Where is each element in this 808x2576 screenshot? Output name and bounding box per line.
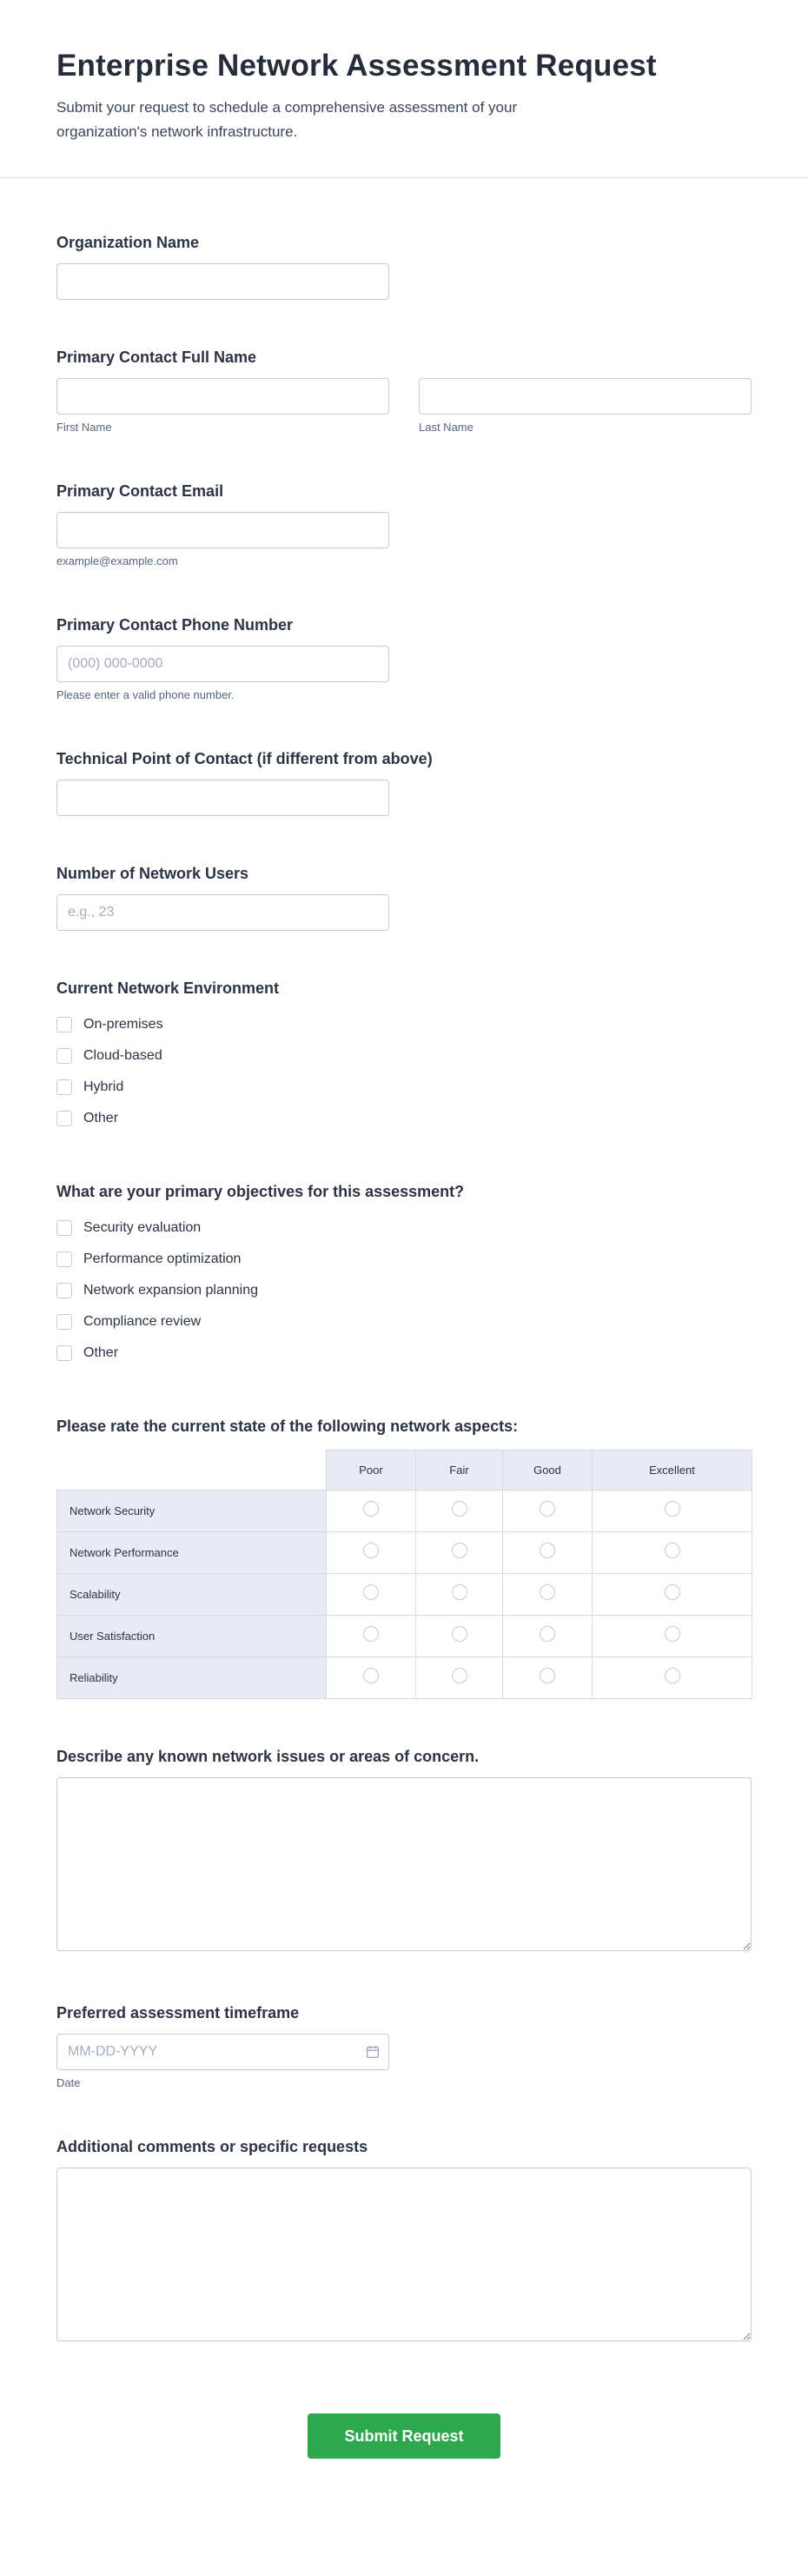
checkbox-option-cloud-based[interactable] [56, 1040, 752, 1072]
radio-button[interactable] [540, 1626, 555, 1642]
date-input-wrap [56, 2034, 389, 2070]
radio-button[interactable] [452, 1626, 467, 1642]
matrix-row-label: Reliability [57, 1657, 327, 1699]
calendar-icon[interactable] [366, 2045, 380, 2059]
radio-button[interactable] [452, 1501, 467, 1517]
organization-name-label: Organization Name [56, 234, 200, 252]
network-users-label: Number of Network Users [56, 865, 249, 883]
network-users-input[interactable] [56, 894, 389, 931]
checkbox-option-on-premises[interactable] [56, 1009, 752, 1040]
checkbox[interactable] [56, 1111, 72, 1126]
contact-phone-sublabel: Please enter a valid phone number. [56, 688, 235, 702]
field-contact-full-name [56, 349, 752, 434]
submit-button[interactable]: Submit Request [308, 2413, 500, 2459]
checkbox[interactable] [56, 1345, 72, 1361]
matrix-row-user-satisfaction [57, 1616, 752, 1657]
checkbox-label: Other [83, 1111, 119, 1126]
contact-email-input[interactable] [56, 512, 389, 548]
technical-contact-input[interactable] [56, 780, 389, 816]
checkbox-label: Network expansion planning [83, 1283, 259, 1298]
checkbox-option-hybrid[interactable] [56, 1072, 752, 1103]
checkbox-option-performance-optimization[interactable] [56, 1244, 752, 1275]
radio-button[interactable] [665, 1543, 680, 1558]
first-name-input[interactable] [56, 378, 389, 415]
matrix-row-label: Network Security [57, 1490, 327, 1532]
matrix-corner-cell [57, 1451, 327, 1490]
checkbox[interactable] [56, 1048, 72, 1064]
organization-name-input[interactable] [56, 263, 389, 300]
objectives-label: What are your primary objectives for this assessment? [56, 1183, 465, 1201]
form-header [0, 0, 808, 178]
contact-phone-label: Primary Contact Phone Number [56, 616, 294, 634]
last-name-col [419, 378, 752, 434]
matrix-label: Please rate the current state of the following network aspects: [56, 1417, 519, 1436]
additional-comments-textarea[interactable] [56, 2168, 752, 2341]
matrix-row-label: Scalability [57, 1574, 327, 1616]
checkbox-option-other[interactable] [56, 1338, 752, 1369]
checkbox[interactable] [56, 1251, 72, 1267]
field-network-users [56, 865, 752, 931]
matrix-row-network-security [57, 1490, 752, 1532]
field-technical-contact [56, 750, 752, 816]
checkbox-label: Performance optimization [83, 1251, 242, 1267]
matrix-row-label: User Satisfaction [57, 1616, 327, 1657]
rating-matrix-table [56, 1450, 752, 1699]
contact-phone-input[interactable] [56, 646, 389, 682]
form-body [0, 178, 808, 2576]
field-contact-phone [56, 616, 752, 701]
radio-button[interactable] [665, 1668, 680, 1683]
radio-button[interactable] [665, 1584, 680, 1600]
page-title: Enterprise Network Assessment Request [56, 49, 657, 83]
radio-button[interactable] [452, 1543, 467, 1558]
network-environment-label: Current Network Environment [56, 979, 280, 998]
timeframe-sublabel: Date [56, 2076, 81, 2090]
matrix-row-label: Network Performance [57, 1532, 327, 1574]
radio-button[interactable] [363, 1626, 379, 1642]
last-name-input[interactable] [419, 378, 752, 415]
timeframe-label: Preferred assessment timeframe [56, 2004, 300, 2022]
field-organization-name [56, 234, 752, 300]
radio-button[interactable] [363, 1501, 379, 1517]
checkbox[interactable] [56, 1079, 72, 1095]
field-timeframe [56, 2004, 752, 2089]
checkbox[interactable] [56, 1017, 72, 1032]
matrix-header-row [57, 1451, 752, 1490]
radio-button[interactable] [540, 1668, 555, 1683]
matrix-col-header: Good [503, 1451, 593, 1490]
checkbox[interactable] [56, 1220, 72, 1236]
checkbox-label: Hybrid [83, 1079, 124, 1095]
matrix-col-header: Poor [327, 1451, 416, 1490]
checkbox[interactable] [56, 1314, 72, 1330]
checkbox-label: Security evaluation [83, 1220, 202, 1236]
field-contact-email [56, 482, 752, 568]
matrix-row-reliability [57, 1657, 752, 1699]
date-input[interactable] [56, 2034, 389, 2070]
radio-button[interactable] [540, 1584, 555, 1600]
checkbox-option-network-expansion-planning[interactable] [56, 1275, 752, 1306]
additional-comments-label: Additional comments or specific requests [56, 2138, 368, 2156]
known-issues-textarea[interactable] [56, 1777, 752, 1951]
checkbox-option-security-evaluation[interactable] [56, 1212, 752, 1244]
matrix-row-scalability [57, 1574, 752, 1616]
matrix-table-wrap [56, 1450, 752, 1699]
checkbox-label: Other [83, 1345, 119, 1361]
field-additional-comments [56, 2138, 752, 2346]
first-name-col [56, 378, 389, 434]
network-environment-options [56, 1009, 752, 1134]
objectives-options [56, 1212, 752, 1369]
radio-button[interactable] [540, 1501, 555, 1517]
checkbox[interactable] [56, 1283, 72, 1298]
last-name-sublabel: Last Name [419, 421, 474, 435]
checkbox-label: On-premises [83, 1017, 163, 1032]
contact-email-label: Primary Contact Email [56, 482, 224, 501]
radio-button[interactable] [452, 1584, 467, 1600]
checkbox-label: Compliance review [83, 1314, 202, 1330]
field-known-issues [56, 1748, 752, 1955]
page-subtitle: Submit your request to schedule a comprehensive assessment of your organization's network infrastructure. [56, 99, 518, 141]
radio-button[interactable] [665, 1626, 680, 1642]
radio-button[interactable] [665, 1501, 680, 1517]
contact-name-label: Primary Contact Full Name [56, 349, 257, 367]
matrix-row-network-performance [57, 1532, 752, 1574]
radio-button[interactable] [540, 1543, 555, 1558]
technical-contact-label: Technical Point of Contact (if different from above) [56, 750, 433, 768]
field-objectives [56, 1183, 752, 1369]
matrix-col-header: Excellent [593, 1451, 752, 1490]
known-issues-label: Describe any known network issues or areas of concern. [56, 1748, 480, 1766]
radio-button[interactable] [363, 1668, 379, 1683]
matrix-col-header: Fair [416, 1451, 503, 1490]
submit-row [56, 2413, 752, 2541]
checkbox-label: Cloud-based [83, 1048, 162, 1064]
contact-email-sublabel: example@example.com [56, 554, 178, 568]
checkbox-option-compliance-review[interactable] [56, 1306, 752, 1338]
field-network-environment [56, 979, 752, 1134]
radio-button[interactable] [452, 1668, 467, 1683]
field-rating-matrix [56, 1417, 752, 1699]
radio-button[interactable] [363, 1584, 379, 1600]
radio-button[interactable] [363, 1543, 379, 1558]
first-name-sublabel: First Name [56, 421, 112, 435]
checkbox-option-other[interactable] [56, 1103, 752, 1134]
